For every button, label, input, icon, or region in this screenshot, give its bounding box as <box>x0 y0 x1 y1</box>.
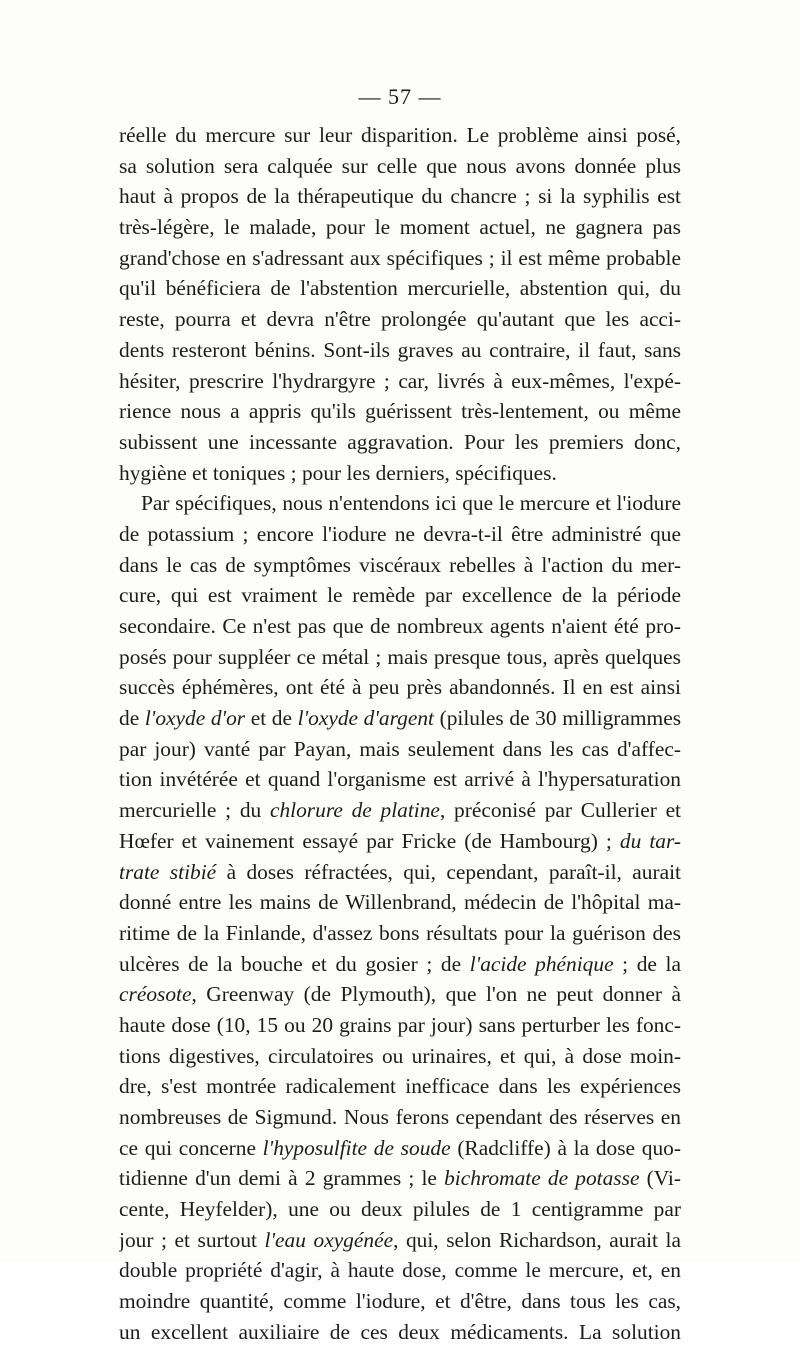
text-line <box>119 1102 681 1133</box>
text-segment: ulcères de la bouche et du gosier ; de <box>119 951 470 976</box>
text-line <box>119 703 681 734</box>
text-line <box>119 857 681 888</box>
text-segment: réelle du mercure sur leur disparition. Le problème ainsi posé, <box>119 123 681 147</box>
text-line <box>119 918 681 949</box>
text-segment: , Greenway (de Plymouth), que l'on ne peut donner à <box>191 982 681 1007</box>
text-line <box>119 366 681 397</box>
text-segment: hésiter, prescrire l'hydrargyre ; car, livrés à eux-mêmes, l'expé- <box>119 368 681 393</box>
text-segment: moindre quantité, comme l'iodure, et d'être, dans tous les cas, <box>119 1289 681 1314</box>
text-segment: jour ; et surtout <box>119 1227 265 1252</box>
text-line <box>119 550 681 581</box>
text-segment: par jour) vanté par Payan, mais seulement dans les cas d'affec- <box>119 736 681 761</box>
text-segment: très-légère, le malade, pour le moment actuel, ne gagnera pas <box>119 215 681 240</box>
text-line <box>119 1133 681 1164</box>
text-segment: (pilules de 30 milligrammes <box>433 706 681 731</box>
text-segment: dre, s'est montrée radicalement inefficace dans les expériences <box>119 1074 681 1099</box>
italic-term: l'oxyde d'argent <box>297 706 434 731</box>
text-segment: tidienne d'un demi à 2 grammes ; le <box>119 1166 445 1191</box>
italic-term: l'eau oxygénée <box>264 1227 394 1252</box>
text-segment: cure, qui est vraiment le remède par excellence de la période <box>119 583 681 608</box>
text-line <box>119 795 681 826</box>
text-line <box>119 1071 681 1102</box>
text-segment: grand'chose en s'adressant aux spécifiques ; il est même probable <box>119 245 681 270</box>
text-segment: ; de la <box>613 951 681 976</box>
text-segment: sa solution sera calquée sur celle que nous avons donnée plus <box>119 153 681 178</box>
text-segment: dents resteront bénins. Sont-ils graves au contraire, il faut, sans <box>119 337 681 362</box>
italic-term: créosote <box>119 982 192 1007</box>
text-line <box>119 1286 681 1317</box>
text-segment: à doses réfractées, qui, cependant, paraît-il, aurait <box>216 859 681 884</box>
text-segment: succès éphémères, ont été à peu près abandonnés. Il en est ainsi <box>119 675 681 700</box>
text-line <box>119 1317 681 1348</box>
text-segment: cente, Heyfelder), une ou deux pilules de 1 centigramme par <box>119 1197 681 1222</box>
text-line <box>119 1255 681 1286</box>
text-line <box>119 764 681 795</box>
text-line <box>119 273 681 304</box>
text-line <box>119 1010 681 1041</box>
text-segment: de <box>119 706 145 731</box>
text-line <box>119 151 681 182</box>
text-line <box>119 458 681 489</box>
text-line <box>119 826 681 857</box>
body-text <box>119 120 681 1348</box>
text-segment: tions digestives, circulatoires ou urinaires, et qui, à dose moin- <box>119 1043 681 1068</box>
text-line <box>119 887 681 918</box>
text-segment: haut à propos de la thérapeutique du chancre ; si la syphilis est <box>119 184 681 209</box>
text-line <box>119 979 681 1010</box>
text-segment: Hœfer et vainement essayé par Fricke (de Hambourg) ; <box>119 828 620 853</box>
text-line <box>119 427 681 458</box>
italic-term: l'acide phénique <box>469 951 614 976</box>
italic-term: trate stibié <box>119 859 217 884</box>
text-segment: hygiène et toniques ; pour les derniers, spécifiques. <box>119 460 557 485</box>
text-segment: un excellent auxiliaire de ces deux médicaments. La solution <box>119 1319 681 1344</box>
text-segment: ce qui concerne <box>119 1135 263 1160</box>
text-line <box>119 1225 681 1256</box>
text-line <box>119 304 681 335</box>
italic-term: chlorure de platine <box>269 798 440 823</box>
page-number: — 57 — <box>358 84 442 109</box>
text-line <box>119 1163 681 1194</box>
text-segment: haute dose (10, 15 ou 20 grains par jour) sans perturber les fonc- <box>119 1012 681 1037</box>
text-segment: secondaire. Ce n'est pas que de nombreux agents n'aient été pro- <box>119 614 681 638</box>
text-line <box>119 1194 681 1225</box>
text-line <box>119 580 681 611</box>
text-segment: (Vi- <box>639 1166 681 1191</box>
text-line <box>119 120 681 151</box>
text-segment: dans le cas de symptômes viscéraux rebelles à l'action du mer- <box>119 552 681 577</box>
text-segment: tion invétérée et quand l'organisme est arrivé à l'hypersaturation <box>119 767 681 792</box>
text-segment: rience nous a appris qu'ils guérissent très-lentement, ou même <box>119 399 681 424</box>
text-line <box>119 1041 681 1072</box>
italic-term: bichromate de potasse <box>444 1166 640 1191</box>
text-line <box>119 611 681 642</box>
text-line <box>119 519 681 550</box>
text-line <box>119 642 681 673</box>
text-segment: donné entre les mains de Willenbrand, médecin de l'hôpital ma- <box>119 890 681 915</box>
text-segment: ritime de la Finlande, d'assez bons résultats pour la guérison des <box>119 920 681 945</box>
text-segment: double propriété d'agir, à haute dose, comme le mercure, et, en <box>119 1258 681 1283</box>
text-segment: Par spécifiques, nous n'entendons ici que le mercure et l'iodure <box>141 491 681 516</box>
text-segment: qu'il bénéficiera de l'abstention mercurielle, abstention qui, du <box>119 276 681 301</box>
text-line <box>119 243 681 274</box>
italic-term: l'oxyde d'or <box>144 706 246 731</box>
text-segment: subissent une incessante aggravation. Pour les premiers donc, <box>119 429 681 454</box>
text-line <box>119 488 681 519</box>
text-segment: nombreuses de Sigmund. Nous ferons cependant des réserves en <box>119 1105 681 1129</box>
text-line <box>119 949 681 980</box>
text-segment: et de <box>245 706 298 731</box>
text-segment: (Radcliffe) à la dose quo- <box>450 1135 681 1160</box>
text-segment: mercurielle ; du <box>119 798 270 823</box>
text-line <box>119 396 681 427</box>
text-line <box>119 212 681 243</box>
text-segment: posés pour suppléer ce métal ; mais presque tous, après quelques <box>119 644 681 669</box>
text-segment: reste, pourra et devra n'être prolongée qu'autant que les acci- <box>119 307 681 332</box>
text-line <box>119 181 681 212</box>
text-segment: , préconisé par Cullerier et <box>439 798 681 823</box>
text-segment: de potassium ; encore l'iodure ne devra-t-il être administré que <box>119 521 681 546</box>
italic-term: du tar- <box>619 828 681 853</box>
text-line <box>119 335 681 366</box>
text-segment: , qui, selon Richardson, aurait la <box>393 1227 681 1252</box>
text-line <box>119 672 681 703</box>
italic-term: l'hyposulfite de soude <box>262 1135 451 1160</box>
text-line <box>119 734 681 765</box>
